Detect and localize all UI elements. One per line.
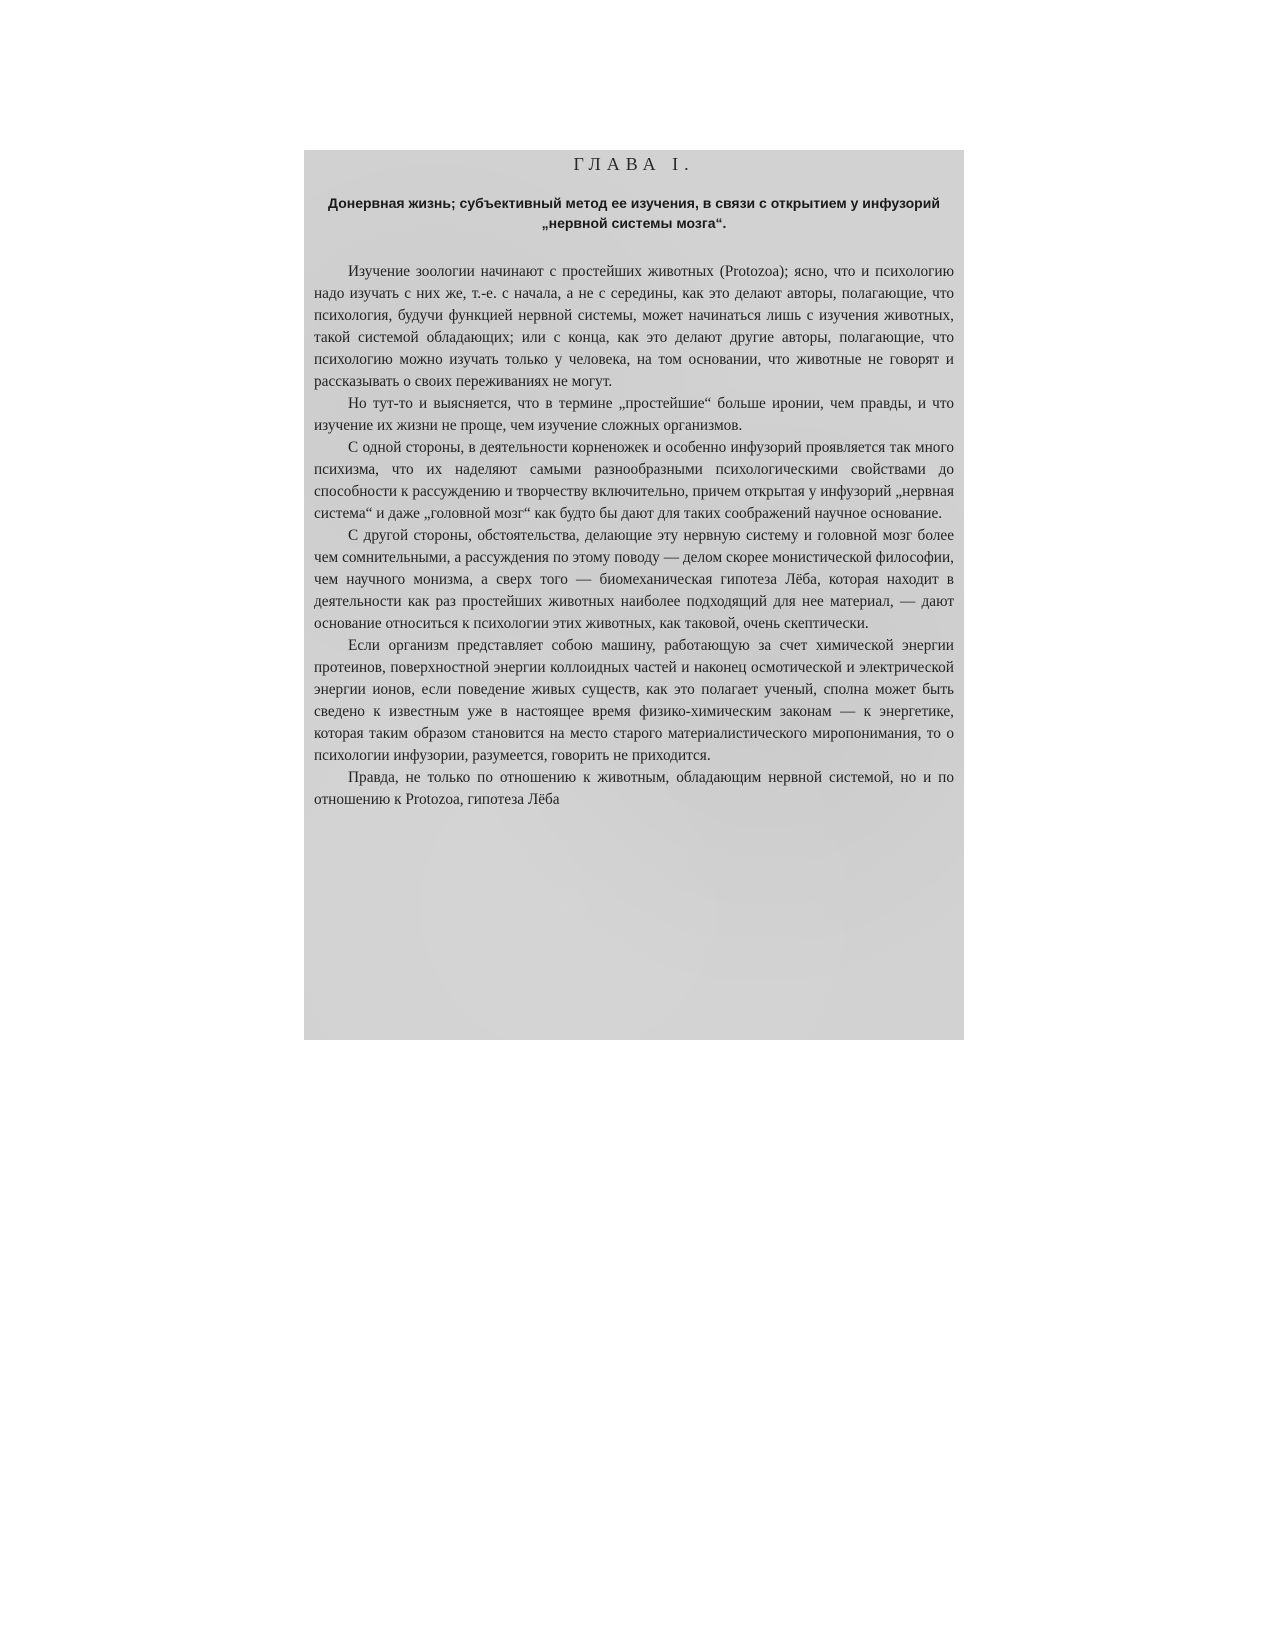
scanned-book-page [304,150,964,1040]
paragraph: Изучение зоологии начинают с простейших животных (Protozoa); ясно, что и психологию надо изучать с них же, т.-е. с начала, а не с середины, как это делают авторы, полагающие, что психология, будучи функцией нервной системы, может начинаться лишь с изучения животных, такой системой обладающих; или с конца, как это делают другие авторы, полагающие, что психологию можно изучать только у человека, на том основании, что животные не говорят и рассказывать о своих переживаниях не могут. [314,263,954,390]
body-text [314,261,954,811]
paragraph: Правда, не только по отношению к животным, обладающим нервной системой, но и по отношению к Protozoa, гипотеза Лёба [314,769,954,808]
chapter-title: ГЛАВА I. [573,154,695,174]
paragraph: Но тут-то и выясняется, что в термине „простейшие“ больше иронии, чем правды, и что изучение их жизни не проще, чем изучение сложных организмов. [314,395,954,434]
paragraph: С одной стороны, в деятельности корненожек и особенно инфузорий проявляется так много психизма, что их наделяют самыми разнообразными психологическими свойствами до способности к рассуждению и творчеству включительно, причем открытая у инфузорий „нервная система“ и даже „головной мозг“ как будто бы дают для таких соображений научное основание. [314,439,954,522]
paragraph: С другой стороны, обстоятельства, делающие эту нервную систему и головной мозг более чем сомнительными, а рассуждения по этому поводу — делом скорее монистической философии, чем научного монизма, а сверх того — биомеханическая гипотеза Лёба, которая находит в деятельности как раз простейших животных наиболее подходящий для нее материал, — дают основание относиться к психологии этих животных, как таковой, очень скептически. [314,527,954,632]
paragraph: Если организм представляет собою машину, работающую за счет химической энергии протеинов, поверхностной энергии коллоидных частей и наконец осмотической и электрической энергии ионов, если поведение живых существ, как это полагает ученый, сполна может быть сведено к известным уже в настоящее время физико-химическим законам — к энергетике, которая таким образом становится на место старого материалистического миропонимания, то о психологии инфузории, разумеется, говорить не приходится. [314,637,954,764]
chapter-subtitle: Донервная жизнь; субъективный метод ее изучения, в связи с открытием у инфузорий „нервной системы мозга“. [328,195,940,231]
